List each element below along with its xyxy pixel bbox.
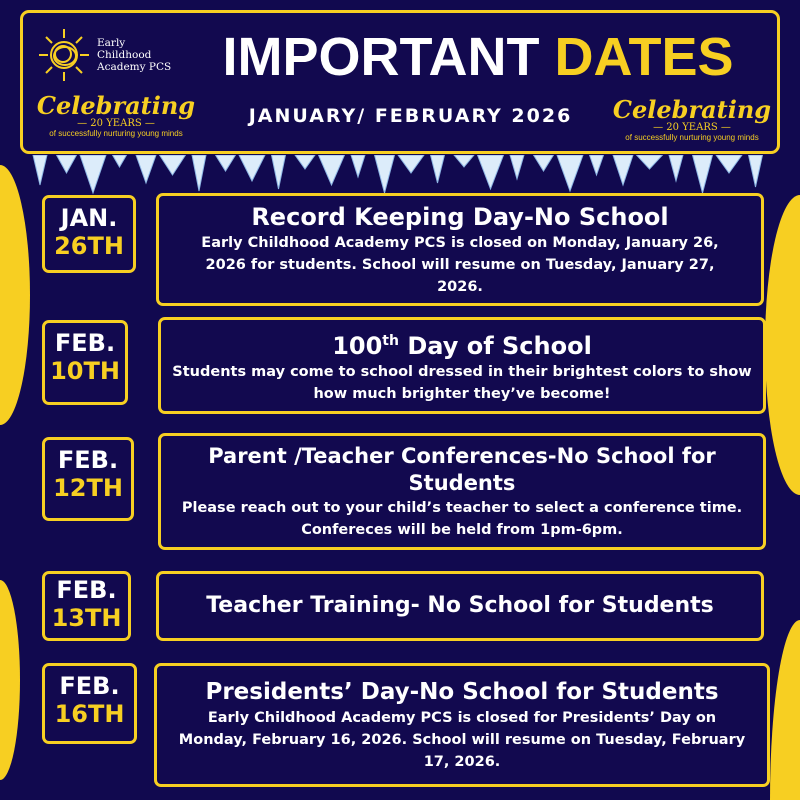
- celebrating-years: — 20 YEARS —: [77, 118, 155, 129]
- icicle: [510, 155, 524, 179]
- date-box: [42, 195, 136, 273]
- sun-scribble-icon: [37, 27, 91, 83]
- event-card: [158, 433, 766, 550]
- school-logo: [37, 27, 171, 83]
- icicle: [478, 155, 504, 189]
- icicle: [454, 155, 474, 167]
- title-white: IMPORTANT: [222, 27, 540, 87]
- icicle: [113, 155, 127, 167]
- celebrating-script: Celebrating: [612, 95, 772, 124]
- date-day: 10TH: [50, 357, 120, 385]
- date-day: 13TH: [51, 604, 122, 632]
- event-title: Presidents’ Day-No School for Students: [205, 679, 719, 705]
- decor-circle-right-bottom: [770, 620, 800, 800]
- page-subtitle: JANUARY/ FEBRUARY 2026: [248, 105, 573, 127]
- event-title: Teacher Training- No School for Students: [206, 593, 714, 618]
- celebrating-tagline: of successfully nurturing young minds: [625, 133, 759, 142]
- celebrating-years: — 20 YEARS —: [653, 122, 731, 133]
- decor-circle-right-top: [765, 195, 800, 495]
- page-title: [188, 27, 768, 87]
- celebrating-script: Celebrating: [36, 91, 196, 120]
- logo-line-1: Early: [97, 37, 126, 49]
- date-day: 16TH: [54, 700, 125, 728]
- event-description: Early Childhood Academy PCS is closed on Monday, January 26, 2026 for students. School will resume on Tuesday, January 27, 2026.: [201, 234, 719, 295]
- event-card: [158, 317, 766, 414]
- icicle: [33, 155, 47, 185]
- icicle: [136, 155, 156, 183]
- icicle: [216, 155, 236, 171]
- event-title-suffix: th: [382, 333, 399, 349]
- icicle: [613, 155, 633, 185]
- event-title: Record Keeping Day-No School: [251, 202, 669, 231]
- icicle: [57, 155, 77, 173]
- date-day: 26TH: [54, 232, 124, 260]
- date-month: FEB.: [59, 672, 120, 700]
- icicle: [431, 155, 445, 183]
- event-card: [156, 571, 764, 641]
- date-box: [42, 663, 137, 744]
- decor-circle-left-bottom: [0, 580, 20, 780]
- celebrating-tagline: of successfully nurturing young minds: [49, 129, 183, 138]
- celebrating-badge-left: [31, 93, 201, 139]
- date-month: FEB.: [54, 329, 116, 357]
- icicle: [398, 155, 424, 173]
- icicle: [80, 155, 106, 193]
- icicle: [716, 155, 742, 173]
- event-title: [171, 326, 753, 361]
- icicle: [749, 155, 763, 187]
- date-box: [42, 437, 134, 521]
- icicle: [693, 155, 713, 193]
- date-month: FEB.: [57, 446, 119, 474]
- icicle: [534, 155, 554, 171]
- icicle: [192, 155, 206, 191]
- event-description: Early Childhood Academy PCS is closed for Presidents’ Day on Monday, February 16, 2026. School will resume on Tuesday, February 17, 2026.: [178, 710, 746, 770]
- event-title-number: 100: [332, 332, 383, 360]
- event-card: [156, 193, 764, 306]
- date-box: [42, 571, 131, 641]
- event-title: Parent /Teacher Conferences-No School for Students: [208, 443, 716, 495]
- icicle: [669, 155, 683, 181]
- icicles-decoration: [30, 155, 770, 195]
- event-title-rest: Day of School: [398, 332, 592, 360]
- date-box: [42, 320, 128, 405]
- logo-line-3: Academy PCS: [97, 61, 172, 73]
- celebrating-badge-right: [607, 97, 777, 143]
- icicle: [590, 155, 604, 175]
- icicle: [272, 155, 286, 189]
- title-yellow: DATES: [554, 27, 734, 87]
- icicle: [295, 155, 315, 169]
- logo-line-2: Childhood: [97, 49, 152, 61]
- icicle: [160, 155, 186, 175]
- header-banner: [20, 10, 780, 154]
- icicle: [319, 155, 345, 185]
- icicle: [375, 155, 395, 193]
- date-month: FEB.: [56, 576, 117, 604]
- date-day: 12TH: [53, 474, 123, 502]
- decor-circle-left-top: [0, 165, 30, 425]
- event-description: Please reach out to your child’s teacher to select a conference time. Confereces will be held from 1pm-6pm.: [181, 499, 743, 538]
- icicle: [557, 155, 583, 191]
- icicle: [239, 155, 265, 181]
- icicle: [637, 155, 663, 169]
- event-card: [154, 663, 770, 787]
- event-description: Students may come to school dressed in their brightest colors to show how much brighter they’ve become!: [172, 364, 752, 402]
- date-month: JAN.: [60, 204, 118, 232]
- icicle: [351, 155, 365, 177]
